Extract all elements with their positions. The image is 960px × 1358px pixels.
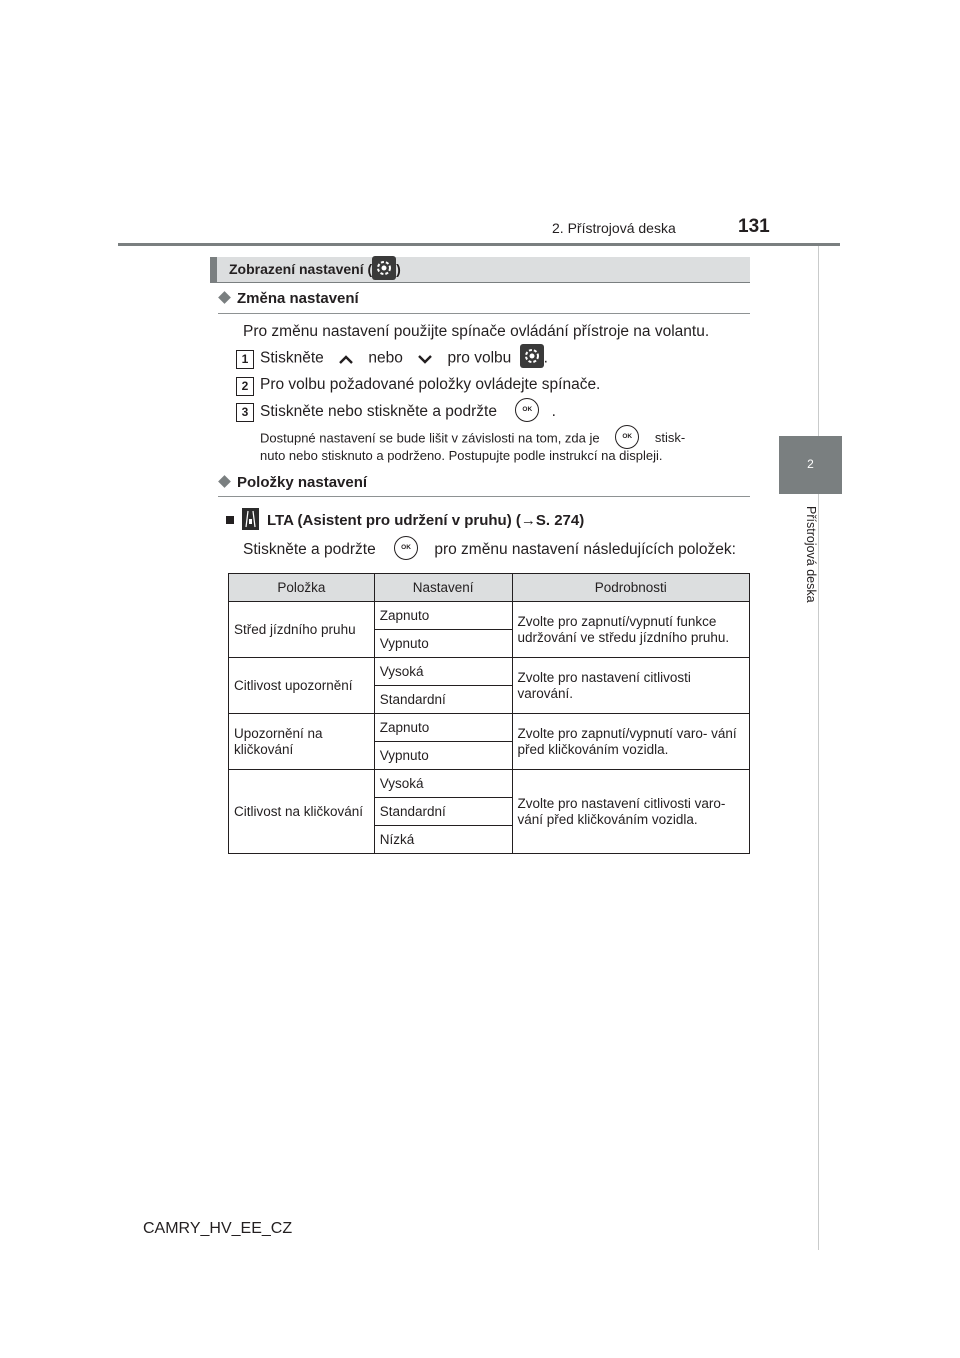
column-header-details: Podrobnosti [512,574,749,602]
note-text-a: Dostupné nastavení se bude lišit v závislosti na tom, zda je [260,430,600,446]
section-title-bar [210,257,750,283]
step-3-text-b: . [551,403,556,421]
item-cell: Střed jízdního pruhu [229,602,375,658]
chevron-down-icon [410,352,440,366]
diamond-bullet-icon [218,291,231,304]
note-text-b: stisk- [654,430,686,446]
option-cell: Vypnuto [374,630,512,658]
step-1-text-d: . [543,349,548,367]
settings-table [228,573,750,854]
item-cell: Citlivost na kličkování [229,770,375,854]
step-3-text-a: Stiskněte nebo stiskněte a podržte [260,403,497,421]
option-cell: Zapnuto [374,714,512,742]
note-line-1 [260,429,685,449]
step-number-1: 1 [236,350,254,369]
step-2: Pro volbu požadované položky ovládejte spínače. [260,376,601,393]
details-cell: Zvolte pro nastavení citlivosti varování. [512,658,749,714]
setting-items-heading [218,474,367,491]
table-row [229,714,750,742]
section-title-close: ) [396,261,401,278]
note-line-2: nuto nebo stisknuto a podrženo. Postupujte podle instrukcí na displeji. [260,448,663,463]
details-cell: Zvolte pro zapnutí/vypnutí varo- vání před kličkováním vozidla. [512,714,749,770]
lta-title [226,512,584,530]
step-1 [260,349,548,368]
option-cell: Standardní [374,798,512,826]
press-instruction [243,540,736,560]
header-rule [118,243,840,246]
press-text-b: pro změnu nastavení následujících položek: [434,541,736,559]
chapter-title: Přístrojová deska [804,506,818,603]
section-title [229,261,401,280]
ok-button-icon: OK [615,425,639,449]
option-cell: Vypnuto [374,742,512,770]
column-header-item: Položka [229,574,375,602]
document-code-footer: CAMRY_HV_EE_CZ [143,1220,293,1237]
settings-gear-icon [520,344,544,368]
side-divider [818,246,819,1250]
ok-button-icon: OK [394,536,418,560]
press-text-a: Stiskněte a podržte [243,541,376,559]
item-cell: Citlivost upozornění [229,658,375,714]
lane-assist-icon [242,508,259,530]
chapter-tab [779,436,842,494]
column-header-setting: Nastavení [374,574,512,602]
step-number-3: 3 [236,403,254,422]
table-header-row [229,574,750,602]
diamond-bullet-icon [218,475,231,488]
header-section-title: 2. Přístrojová deska [552,220,676,236]
details-cell: Zvolte pro nastavení citlivosti varo- vání před kličkováním vozidla. [512,770,749,854]
option-cell: Standardní [374,686,512,714]
option-cell: Nízká [374,826,512,854]
chevron-up-icon [331,352,361,366]
option-cell: Vysoká [374,770,512,798]
details-cell: Zvolte pro zapnutí/vypnutí funkce udržování ve středu jízdního pruhu. [512,602,749,658]
option-cell: Zapnuto [374,602,512,630]
item-cell: Upozornění na kličkování [229,714,375,770]
items-heading-text: Položky nastavení [237,474,368,491]
section-title-text: Zobrazení nastavení ( [229,261,373,278]
step-3 [260,402,556,422]
change-settings-heading [218,290,359,307]
table-row [229,602,750,630]
ok-button-icon: OK [515,398,539,422]
step-number-2: 2 [236,377,254,396]
change-heading-text: Změna nastavení [237,290,359,307]
table-row [229,770,750,798]
step-1-text-a: Stiskněte [260,349,324,367]
step-1-text-c: pro volbu [447,349,512,367]
page-number: 131 [738,216,770,237]
heading-underline [218,313,750,314]
chapter-number: 2 [807,457,814,471]
change-intro: Pro změnu nastavení použijte spínače ovládání přístroje na volantu. [243,323,710,340]
square-bullet-icon [226,516,234,524]
settings-gear-icon [372,256,396,280]
option-cell: Vysoká [374,658,512,686]
lta-title-text: LTA (Asistent pro udržení v pruhu) (→S. 274) [267,512,585,529]
step-1-text-b: nebo [368,349,403,367]
table-row [229,658,750,686]
heading-underline [218,496,750,497]
